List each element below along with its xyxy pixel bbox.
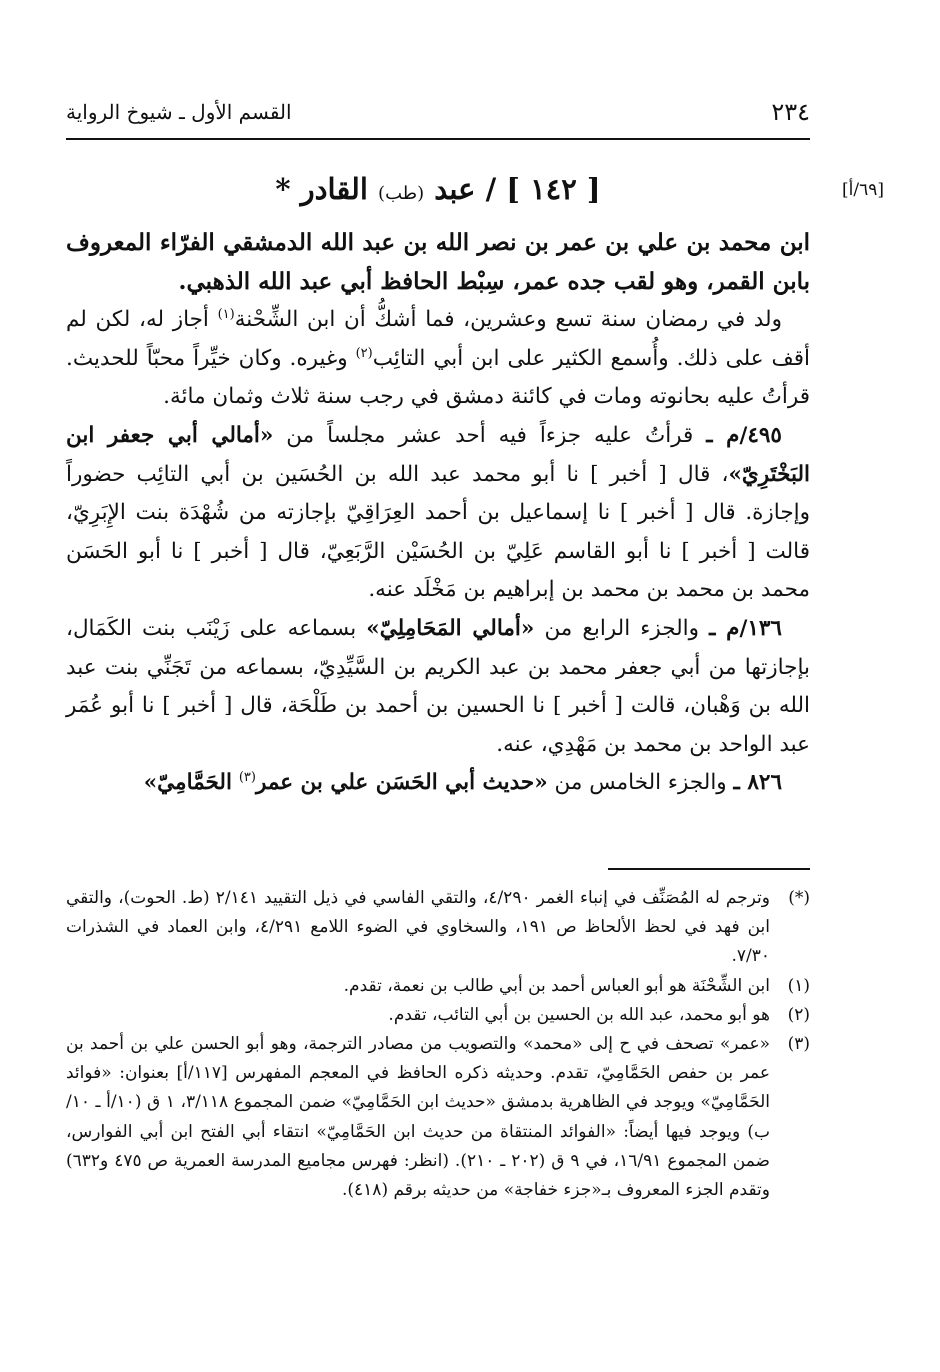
narration-text: والجزء الخامس من: [554, 770, 727, 796]
footnote-1: [66, 972, 810, 1001]
footnotes: [66, 884, 810, 1205]
footnote-ref-2: (٢): [355, 345, 373, 361]
entry-name-end: القادر *: [275, 172, 368, 206]
narration-number: ٨٢٦ ـ: [733, 770, 782, 796]
footnote-3: [66, 1030, 810, 1205]
narration-text: ، قال [ أخبر ] نا أبو محمد عبد الله بن الحُسَين بن أبي التائِب حضوراً وإجازة. قال [ أخبر ] نا إسماعيل بن أحمد العِرَاقِيّ بإجازته من شُهْدَة بنت الإِبَرِيّ، قالت [ أخبر ] نا أبو القاسم عَلِيّ بن الحُسَيْن الرَّبَعِيّ، قال [ أخبر ] نا أبو الحَسَن محمد بن محمد بن محمد بن إبراهيم بن مَخْلَد عنه.: [66, 461, 810, 603]
running-title: القسم الأول ـ شيوخ الرواية: [66, 100, 292, 124]
main-text: [66, 224, 810, 803]
footnote-ref-1: (١): [217, 307, 235, 323]
entry-biography: [66, 301, 810, 417]
entry-title: [66, 172, 810, 206]
entry-source-code: (طب): [378, 183, 425, 204]
bio-text-2: أجاز له، لكن لم أقف على ذلك. وأُسمع الكثير على ابن أبي التائِب: [66, 307, 810, 371]
book-title: «أمالي المَحَامِلِيّ»: [366, 615, 535, 641]
footnote-text: هو أبو محمد، عبد الله بن الحسين بن أبي التائب، تقدم.: [388, 1004, 770, 1025]
book-title-end: الحَمَّامِيّ»: [143, 770, 232, 796]
entry-lineage: ابن محمد بن علي بن عمر بن نصر الله بن عبد الله الدمشقي الفرّاء المعروف بابن القمر، وهو لقب جده عمر، سِبْط الحافظ أبي عبد الله الذهبي.: [66, 229, 810, 295]
entry-number-name: [ ١٤٢ ] / عبد: [434, 172, 601, 206]
bio-text-3: وغيره. وكان خيِّراً محبّاً للحديث. قرأتُ عليه بحانوته ومات في كائنة دمشق في رجب سنة ثلاث وثمان مائة.: [66, 345, 810, 410]
narration-text: قرأتُ عليه جزءاً فيه أحد عشر مجلساً من: [286, 422, 694, 448]
footnote-ref-3: (٣): [238, 770, 256, 786]
book-title: «أمالي أبي جعفر ابن البَخْتَرِيّ»: [66, 422, 810, 487]
footnote-mark: (٢): [787, 1004, 810, 1025]
footnote-divider: [608, 868, 810, 870]
narration-text: بسماعه على زَيْنَب بنت الكَمَال، بإجازتها من أبي جعفر محمد بن عبد الكريم بن السَّيِّدِيّ، بسماعه من تَجَنِّي بنت عبد الله بن وَهْبان، قالت [ أخبر ] نا الحسين بن أحمد بن طَلْحَة، قال [ أخبر ] نا أبو عُمَر عبد الواحد بن محمد بن مَهْدِي، عنه.: [66, 615, 810, 757]
narration-495: [66, 417, 810, 610]
narration-number: ١٣٦/م ـ: [709, 615, 782, 641]
footnote-text: «عمر» تصحف في ح إلى «محمد» والتصويب من مصادر الترجمة، وهو أبو الحسن علي بن أحمد بن عمر بن حفص الحَمَّامِيّ، تقدم. وحديثه ذكره الحافظ في المعجم المفهرس [١١٧/أ] بعنوان: «فوائد الحَمَّامِيّ» ويوجد في الظاهرية بدمشق «حديث ابن الحَمَّامِيّ» ضمن المجموع ٣/١١٨، ١ ق (١٠/أ ـ ١٠/ب) ويوجد فيها أيضاً: «الفوائد المنتقاة من حديث ابن الحَمَّامِيّ» انتقاء أبي الفتح ابن أبي الفوارس، ضمن المجموع ١٦/٩١، في ٩ ق (٢٠٢ ـ ٢١٠). (انظر: فهرس مجاميع المدرسة العمرية ص ٤٧٥ و٦٣٢) وتقدم الجزء المعروف بـ«جزء خفاجة» من حديثه برقم (٤١٨).: [66, 1034, 770, 1201]
narration-826: [66, 764, 810, 803]
bio-text-1: ولد في رمضان سنة تسع وعشرين، فما أشكُّ أن ابن الشِّحْنة: [234, 307, 782, 333]
narration-136: [66, 610, 810, 764]
narration-number: ٤٩٥/م ـ: [706, 422, 782, 448]
footnote-text: ابن الشِّحْنَة هو أبو العباس أحمد بن أبي طالب بن نعمة، تقدم.: [343, 975, 770, 996]
footnote-star: [66, 884, 810, 972]
footnote-mark: (*): [788, 888, 810, 908]
manuscript-folio-ref: [٦٩/أ]: [842, 180, 884, 200]
page-header: [66, 98, 810, 140]
footnote-text: وترجم له المُصَنِّف في إنباء الغمر ٤/٢٩٠، والتقي الفاسي في ذيل التقييد ٢/١٤١ (ط. الحوت)، والتقي ابن فهد في لحظ الألحاظ ص ١٩١، والسخاوي في الضوء اللامع ٤/٢٩١، وابن العماد في الشذرات ٧/٣٠.: [66, 888, 771, 967]
footnote-mark: (٣): [787, 1034, 810, 1055]
footnote-2: [66, 1001, 810, 1030]
footnote-mark: (١): [787, 975, 810, 996]
narration-text: والجزء الرابع من: [544, 615, 700, 641]
page-number: ٢٣٤: [771, 98, 810, 126]
book-title: «حديث أبي الحَسَن علي بن عمر: [255, 770, 548, 796]
